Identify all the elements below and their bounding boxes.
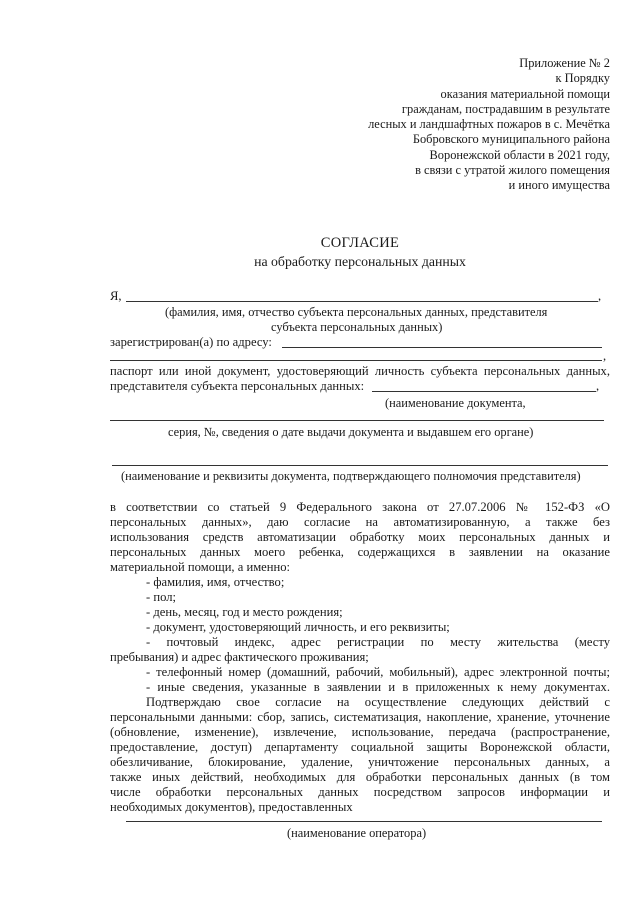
body-line: предоставление, доступ) департаменту социальной защиты Воронежской области, [110,740,610,754]
appendix-line: Бобровского муниципального района [412,132,610,147]
body-line: использования средств автоматизации обработку моих персональных данных и [110,530,610,544]
body-line: необходимых документов), предоставленных [110,800,353,814]
authority-caption: (наименование и реквизиты документа, подтверждающего полномочия представителя) [121,469,581,483]
fio-end-comma: , [598,289,602,303]
ya-label: Я, [110,289,122,303]
body-line: Подтверждаю свое согласие на осуществление следующих действий с [146,695,610,709]
passport-label: представителя субъекта персональных данных: [110,379,365,393]
passport-end-comma: , [596,379,600,393]
passport-line: паспорт или иной документ, удостоверяющий личность субъекта персональных данных, [110,364,610,378]
doc-blank-line[interactable] [110,420,604,421]
fio-caption: (фамилия, имя, отчество субъекта персональных данных, представителя [165,305,548,319]
body-line: числе обработки персональных данных посредством запросов информации и [110,785,610,799]
operator-caption: (наименование оператора) [287,826,427,840]
address-blank-line-2[interactable] [110,360,602,361]
address-blank-line[interactable] [282,347,602,348]
list-item: - фамилия, имя, отчество; [146,575,285,589]
appendix-line: в связи с утратой жилого помещения [415,163,610,178]
list-item: - иные сведения, указанные в заявлении и в приложенных к нему документах. [146,680,610,694]
doc-name-caption: (наименование документа, [385,396,526,410]
operator-blank-line[interactable] [126,821,602,822]
appendix-line: оказания материальной помощи [440,86,610,101]
list-item: - почтовый индекс, адрес регистрации по месту жительства (месту [146,635,610,649]
body-line: материальной помощи, а именно: [110,560,291,574]
document-title: СОГЛАСИЕ [320,235,400,251]
authority-blank-line[interactable] [112,465,608,466]
list-item: - день, месяц, год и место рождения; [146,605,343,619]
doc-series-caption: серия, №, сведения о дате выдачи документа и выдавшем его органе) [168,425,534,439]
body-line: в соответствии со статьей 9 Федерального закона от 27.07.2006 № 152-ФЗ «О [110,500,610,514]
document-subtitle: на обработку персональных данных [254,254,466,269]
body-line: персональными данными: сбор, запись, систематизация, накопление, хранение, уточнение [110,710,610,724]
appendix-header [368,56,610,194]
body-line: обезличивание, блокирование, удаление, уничтожение персональных данных, а [110,755,610,769]
fio-caption: субъекта персональных данных) [271,320,443,334]
address-label: зарегистрирован(а) по адресу: [110,335,272,349]
body-line: также иных действий, необходимых для обработки персональных данных (в том [110,770,610,784]
appendix-line: гражданам, пострадавшим в результате [401,101,610,116]
passport-blank-line[interactable] [372,391,596,392]
list-item: - документ, удостоверяющий личность, и его реквизиты; [146,620,450,634]
appendix-line: и иного имущества [508,178,610,193]
appendix-line: лесных и ландшафтных пожаров в с. Мечётка [368,117,610,132]
appendix-line: Приложение № 2 [519,56,610,70]
list-item-continued: пребывания) и адрес фактического проживания; [110,650,369,664]
body-line: (обновление, изменение), извлечение, использование, передача (распространение, [110,725,610,739]
fio-blank-line[interactable] [126,301,598,302]
address-end-comma: , [603,349,607,363]
list-item: - пол; [146,590,176,604]
appendix-line: Воронежской области в 2021 году, [429,147,610,162]
list-item: - телефонный номер (домашний, рабочий, мобильный), адрес электронной почты; [146,665,610,679]
appendix-line: к Порядку [555,71,610,86]
body-line: персональных данных», даю согласие на автоматизированную, а также без [110,515,610,529]
body-line: персональных данных моего ребенка, содержащихся в заявлении на оказание [110,545,610,559]
